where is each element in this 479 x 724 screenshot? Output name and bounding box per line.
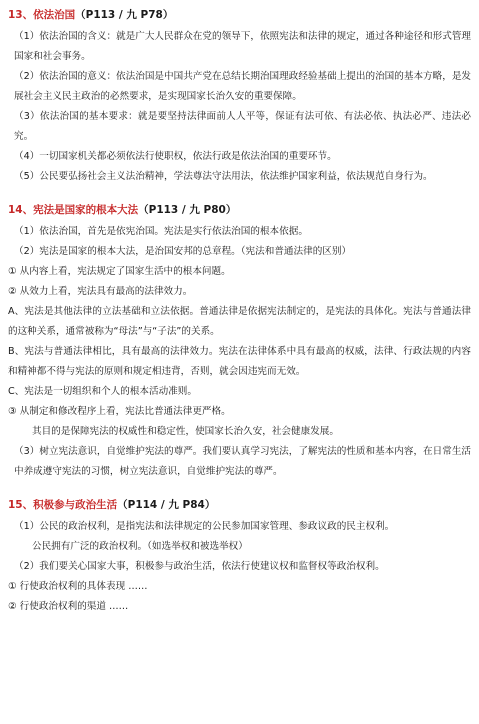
paragraph: （4）一切国家机关都必须依法行使职权，依法行政是依法治国的重要环节。 [14, 151, 337, 162]
page-reference: （P113 / 九 P80） [138, 204, 237, 216]
list-item: ① 从内容上看，宪法规定了国家生活中的根本问题。 [8, 266, 231, 277]
paragraph: （1）公民的政治权利，是指宪法和法律规定的公民参加国家管理、参政议政的民主权利。 [14, 521, 395, 532]
section-title: 15、积极参与政治生活 [8, 499, 118, 511]
paragraph: （5）公民要弘扬社会主义法治精神，学法尊法守法用法，依法维护国家利益，依法规范自身行为。 [14, 171, 433, 182]
paragraph: （1）依法治国，首先是依宪治国。宪法是实行依法治国的根本依据。 [14, 226, 308, 237]
paragraph: （2）依法治国的意义：依法治国是中国共产党在总结长期治国理政经验基础上提出的治国的基本方略，是发展社会主义民主政治的必然要求，是实现国家长治久安的重要保障。 [14, 71, 472, 102]
paragraph: （3）树立宪法意识，自觉维护宪法的尊严。我们要认真学习宪法，了解宪法的性质和基本内容，在日常生活中养成遵守宪法的习惯，树立宪法意识，自觉维护宪法的尊严。 [14, 446, 472, 477]
paragraph: 其目的是保障宪法的权威性和稳定性，使国家长治久安，社会健康发展。 [32, 426, 339, 437]
paragraph: C、宪法是一切组织和个人的根本活动准则。 [8, 386, 197, 397]
section-title: 14、宪法是国家的根本大法 [8, 204, 139, 216]
section-15-heading [8, 496, 471, 514]
list-item: ① 行使政治权利的具体表现 …… [8, 581, 148, 592]
paragraph: （2）宪法是国家的根本大法，是治国安邦的总章程。（宪法和普通法律的区别） [14, 246, 352, 257]
paragraph: 公民拥有广泛的政治权利。（如选举权和被选举权） [32, 541, 248, 552]
section-13-heading [8, 6, 471, 24]
paragraph: （1）依法治国的含义：就是广大人民群众在党的领导下，依照宪法和法律的规定，通过各种途径和形式管理国家和社会事务。 [14, 31, 472, 62]
page-reference: （P114 / 九 P84） [117, 499, 216, 511]
section-14-heading [8, 201, 471, 219]
list-item: ③ 从制定和修改程序上看，宪法比普通法律更严格。 [8, 406, 231, 417]
paragraph: （3）依法治国的基本要求：就是要坚持法律面前人人平等，保证有法可依、有法必依、执法必严、违法必究。 [14, 111, 471, 142]
paragraph: （2）我们要关心国家大事，积极参与政治生活，依法行使建议权和监督权等政治权利。 [14, 561, 385, 572]
section-title: 13、依法治国 [8, 9, 76, 21]
page-reference: （P113 / 九 P78） [75, 9, 174, 21]
paragraph: A、宪法是其他法律的立法基础和立法依据。普通法律是依据宪法制定的，是宪法的具体化。宪法与普通法律的这种关系，通常被称为“母法”与“子法”的关系。 [8, 306, 471, 337]
list-item: ② 从效力上看，宪法具有最高的法律效力。 [8, 286, 193, 297]
paragraph: B、宪法与普通法律相比，具有最高的法律效力。宪法在法律体系中具有最高的权威，法律、行政法规的内容和精神都不得与宪法的原则和规定相违背，否则，就会因违宪而无效。 [8, 346, 471, 377]
list-item: ② 行使政治权利的渠道 …… [8, 601, 129, 612]
